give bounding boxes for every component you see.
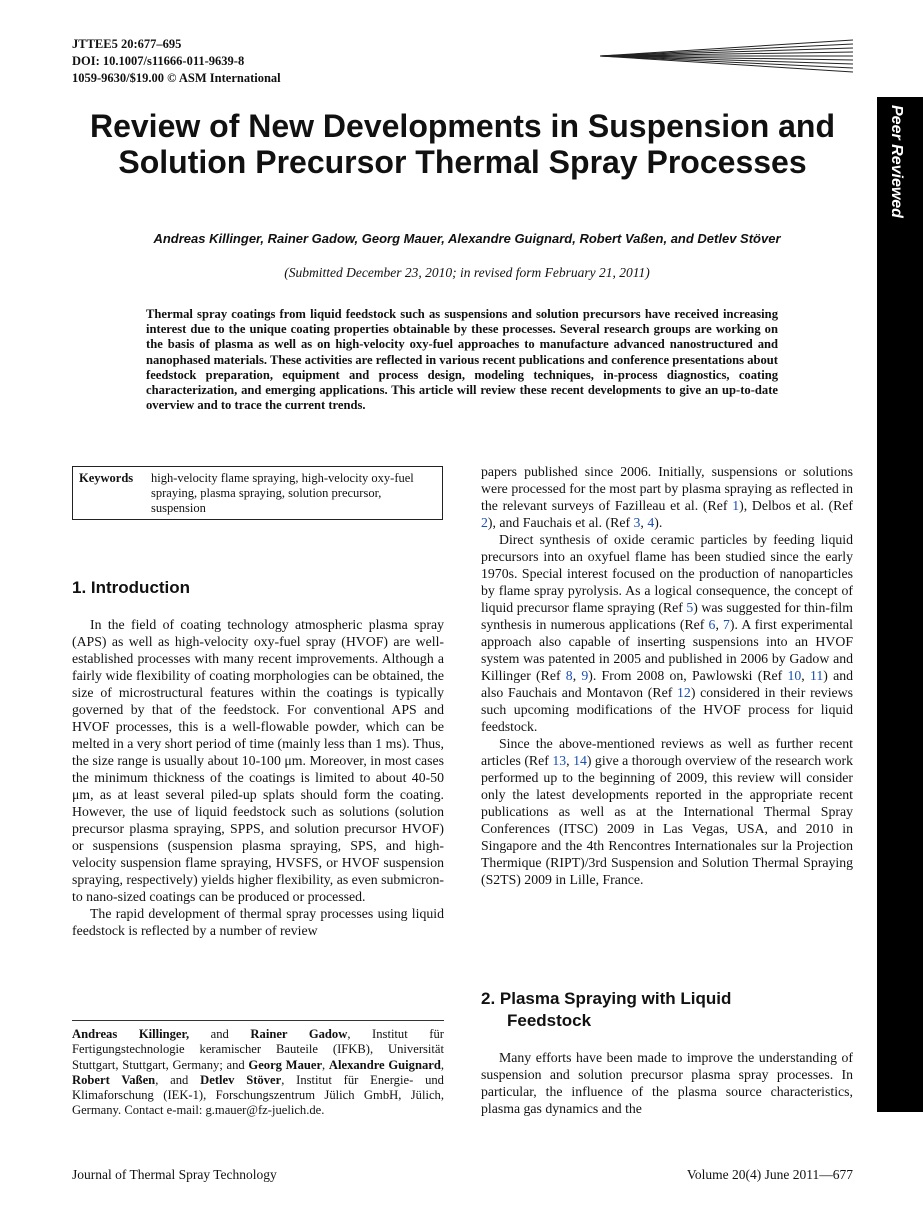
ref-link[interactable]: 12	[677, 685, 691, 700]
left-column	[72, 616, 444, 939]
ref-link[interactable]: 8	[565, 668, 573, 683]
text-run: ), and Fauchais et al. (Ref	[487, 515, 634, 530]
text-run: ,	[572, 668, 582, 683]
ref-link[interactable]: 9	[581, 668, 589, 683]
journal-code: JTTEE5 20:677–695	[72, 37, 182, 51]
right-column	[481, 463, 853, 888]
header-decoration-lines	[600, 38, 855, 78]
section-heading-introduction: 1. Introduction	[72, 578, 191, 597]
ref-link[interactable]: 3	[633, 515, 641, 530]
affiliation-author: Rainer Gadow	[250, 1027, 348, 1041]
text-run: papers published since 2006. Initially, suspensions or solutions were processed for the most part by plasma spraying as reflected in the relevant surveys of Fazilleau et al. (Ref	[481, 464, 853, 513]
ref-link[interactable]: 4	[647, 515, 655, 530]
text-run: ,	[566, 753, 574, 768]
ref-link[interactable]: 6	[708, 617, 716, 632]
affiliation-text: and	[189, 1027, 251, 1041]
submission-dates: (Submitted December 23, 2010; in revised form February 21, 2011)	[284, 265, 650, 280]
text-run: ). From 2008 on, Pawlowski (Ref	[588, 668, 788, 683]
right-paragraph-1	[481, 463, 853, 531]
doi: DOI: 10.1007/s11666-011-9639-8	[72, 54, 245, 68]
ref-link[interactable]: 2	[481, 515, 488, 530]
text-run: ) considered in their reviews such upcoming modifications of the HVOF process for liquid feedstock.	[481, 685, 853, 734]
keywords-label: Keywords	[79, 471, 134, 485]
text-run: ,	[640, 515, 648, 530]
text-run: ,	[715, 617, 724, 632]
text-run: ) give a thorough overview of the research work performed up to the beginning of 2009, this review will consider only the latest developments reported in the appropriate recent publications as well as at the International Thermal Spray Conferences (ITSC) 2009 in Las Vegas, USA, and 2010 in Singapore and the 4th Rencontres Internationales sur la Projection Thermique (RIPT)/3rd Suspension and Solution Thermal Spraying (S2TS) 2009 in Lille, France.	[481, 753, 854, 887]
text-run: ,	[801, 668, 810, 683]
affiliation-author: Georg Mauer	[248, 1057, 323, 1072]
text-run: ), Delbos et al. (Ref	[739, 498, 854, 513]
section-heading-line: 2. Plasma Spraying with Liquid	[481, 989, 732, 1008]
affiliation-author: Detlev Stöver	[200, 1072, 282, 1087]
affiliation-author: Robert Vaßen	[72, 1072, 156, 1087]
text-run: ) was suggested for thin-film synthesis in numerous applications (Ref	[481, 600, 853, 632]
footer-journal: Journal of Thermal Spray Technology	[72, 1167, 277, 1182]
text-run: ). A first experimental approach also capable of inserting suspensions into an HVOF system was patented in 2005 and published in 2006 by Gadow and Killinger (Ref	[481, 617, 854, 683]
price-line: 1059-9630/$19.00 © ASM International	[72, 71, 281, 85]
text-run: Direct synthesis of oxide ceramic particles by feeding liquid precursors into an oxyfuel flame has been studied since the early 1970s. Special interest focused on the production of nanoparticles by flame spray pyrolysis. As a logical consequence, the concept of liquid precursor flame spraying (Ref	[481, 532, 853, 615]
journal-header	[72, 36, 281, 87]
section-2-paragraph-1: Many efforts have been made to improve the understanding of suspension and solution precursor plasma spray processes. In particular, the influence of the plasma source characteristics, plasma gas dynamics and the	[481, 1050, 853, 1116]
keywords-text: high-velocity flame spraying, high-velocity oxy-fuel spraying, plasma spraying, solution precursor, suspension	[151, 471, 414, 515]
text-run: ).	[654, 515, 663, 530]
ref-link[interactable]: 1	[732, 498, 740, 513]
sidebar-label: Peer Reviewed	[888, 105, 905, 218]
ref-link[interactable]: 7	[723, 617, 730, 632]
authors: Andreas Killinger, Rainer Gadow, Georg Mauer, Alexandre Guignard, Robert Vaßen, and Detlev Stöver	[153, 231, 781, 246]
keywords-box	[72, 466, 443, 520]
affiliation-author: Andreas Killinger,	[72, 1027, 190, 1041]
abstract: Thermal spray coatings from liquid feedstock such as suspensions and solution precursors have received increasing interest due to the unique coating properties obtainable by these processes. Several research groups are working on the basis of plasma as well as on high-velocity oxy-fuel approaches to manufacture advanced nanostructured and nanophased materials. These activities are reflected in various recent publications and conference presentations about feedstock preparation, equipment and process design, modeling techniques, in-process diagnostics, coating characterization, and emerging applications. This article will review these recent developments to give an up-to-date overview and to trace the current trends.	[146, 307, 778, 413]
affiliation-text: , and	[155, 1072, 201, 1087]
affiliation-text: , Institut für Fertigungstechnologie keramischer Bauteile (IFKB), Universität Stuttgart, Stuttgart, Germany; and	[72, 1027, 444, 1072]
affiliation-author: Alexandre Guignard	[328, 1057, 441, 1072]
paper-title: Review of New Developments in Suspension and Solution Precursor Thermal Spray Processes	[89, 108, 836, 180]
right-paragraph-2	[481, 531, 853, 735]
author-affiliation	[72, 1027, 444, 1119]
ref-link[interactable]: 11	[809, 668, 824, 683]
text-run: Since the above-mentioned reviews as well as further recent articles (Ref	[481, 736, 853, 768]
footer-volume: Volume 20(4) June 2011—677	[686, 1167, 853, 1182]
section-heading-line: Feedstock	[507, 1011, 592, 1030]
text-run: ) and also Fauchais and Montavon (Ref	[481, 668, 854, 700]
intro-paragraph-2: The rapid development of thermal spray processes using liquid feedstock is reflected by a number of review	[72, 906, 444, 938]
affiliation-text: ,	[440, 1057, 444, 1072]
peer-reviewed-sidebar	[877, 97, 923, 1112]
ref-link[interactable]: 13	[552, 753, 567, 768]
section-heading-plasma-spraying	[481, 988, 731, 1032]
section-2-text	[481, 1049, 853, 1117]
intro-paragraph-1: In the field of coating technology atmospheric plasma spray (APS) as well as high-velocity oxy-fuel spray (HVOF) are well-established processes with many recent improvements. Although a fairly wide flexibility of coating morphologies can be obtained, the size of microstructural features within the coatings is typically governed by that of the feedstock. For conventional APS and HVOF processes, this is a well-flowable powder, which can be melted in a very short period of time (mainly less than 1 ms). Thus, the size range is usually about 10-100 μm. Moreover, in most cases the minimum thickness of the coatings is limited to about 40-50 μm, as at least several piled-up splats should form the coating. However, the use of liquid feedstock such as solutions (solution precursor plasma spraying, SPPS, and solution precursor HVOF) or suspensions (suspension plasma spraying, SPS, and high-velocity suspension flame spraying, HVSFS, or HVOF suspension spraying, respectively) yields higher flexibility, as even submicron- to nano-sized coatings can be produced or processed.	[72, 617, 444, 904]
affiliation-text: , Institut für Energie- und Klimaforschung (IEK-1), Forschungszentrum Jülich GmbH, Jülich, Germany. Contact e-mail: g.mauer@fz-juelich.de.	[72, 1072, 444, 1118]
footnote-rule	[72, 1020, 444, 1021]
affiliation-text: ,	[322, 1057, 329, 1072]
right-paragraph-3	[481, 735, 853, 888]
ref-link[interactable]: 10	[787, 668, 802, 683]
ref-link[interactable]: 14	[573, 753, 587, 768]
ref-link[interactable]: 5	[686, 600, 694, 615]
